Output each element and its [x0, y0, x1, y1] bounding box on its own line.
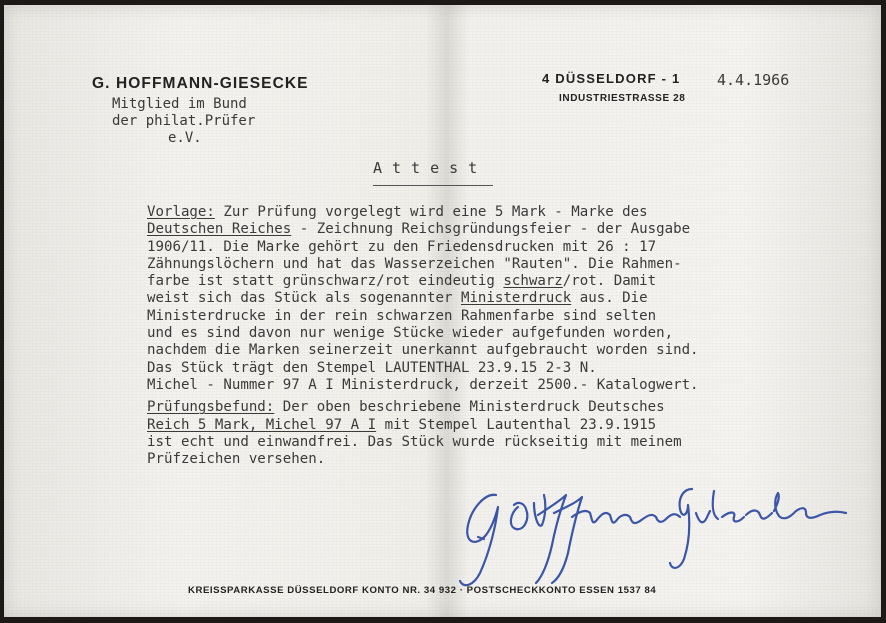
company-name: G. HOFFMANN-GIESECKE [92, 75, 309, 92]
certificate-body [147, 204, 699, 468]
bank-details-footer: KREISSPARKASSE DÜSSELDORF KONTO NR. 34 932 · POSTSCHECKKONTO ESSEN 1537 84 [188, 585, 657, 596]
paragraph-1-line: farbe ist statt grünschwarz/rot eindeutig schwarz/rot. Damit [147, 273, 657, 290]
paragraph-1-line: Michel - Nummer 97 A I Ministerdruck, derzeit 2500.- Katalogwert. [147, 376, 699, 393]
vorlage-label: Vorlage: [147, 204, 215, 220]
paragraph-1-line: weist sich das Stück als sogenannter Ministerdruck aus. Die [147, 290, 648, 307]
paragraph-2-line: Prüfzeichen versehen. [147, 451, 326, 468]
paragraph-1-line: Ministerdrucke in der rein schwarzen Rahmenfarbe sind selten [147, 307, 657, 324]
paragraph-1-line: Zähnungslöchern und hat das Wasserzeichen "Rauten". Die Rahmen- [147, 255, 682, 272]
paragraph-2-line: Prüfungsbefund: Der oben beschriebene Ministerdruck Deutsches [147, 399, 665, 416]
paragraph-2-line: Reich 5 Mark, Michel 97 A I mit Stempel Lautenthal 23.9.1915 [147, 416, 657, 433]
befund-label: Prüfungsbefund: [147, 399, 275, 416]
paragraph-1-line: nachdem die Marken seinerzeit unerkannt aufgebraucht worden sind. [147, 342, 699, 359]
letterhead-city: 4 DÜSSELDORF - 1 [542, 71, 681, 86]
document-date: 4.4.1966 [717, 71, 790, 89]
document-heading: Attest [373, 159, 488, 177]
paragraph-1-line: Vorlage: Zur Prüfung vorgelegt wird eine 5 Mark - Marke des [147, 204, 648, 220]
membership-block [112, 96, 255, 147]
handwritten-signature [434, 455, 874, 595]
paragraph-1-line: 1906/11. Die Marke gehört zu den Friedensdrucken mit 26 : 17 [147, 238, 657, 255]
paragraph-2-line: ist echt und einwandfrei. Das Stück wurde rückseitig mit meinem [147, 433, 682, 450]
paragraph-1-line: und es sind davon nur wenige Stücke wieder aufgefunden worden, [147, 325, 674, 342]
membership-line-3: e.V. [168, 130, 202, 146]
letterhead-street: INDUSTRIESTRASSE 28 [559, 93, 686, 104]
membership-line-2: der philat.Prüfer [112, 113, 256, 129]
membership-line-1: Mitglied im Bund [112, 96, 247, 112]
paragraph-1-line: Deutschen Reiches - Zeichnung Reichsgründungsfeier - der Ausgabe [147, 221, 691, 238]
paragraph-1-line: Das Stück trägt den Stempel LAUTENTHAL 23.9.15 2-3 N. [147, 359, 597, 376]
certificate-sheet [4, 5, 881, 617]
heading-underline [373, 185, 493, 186]
